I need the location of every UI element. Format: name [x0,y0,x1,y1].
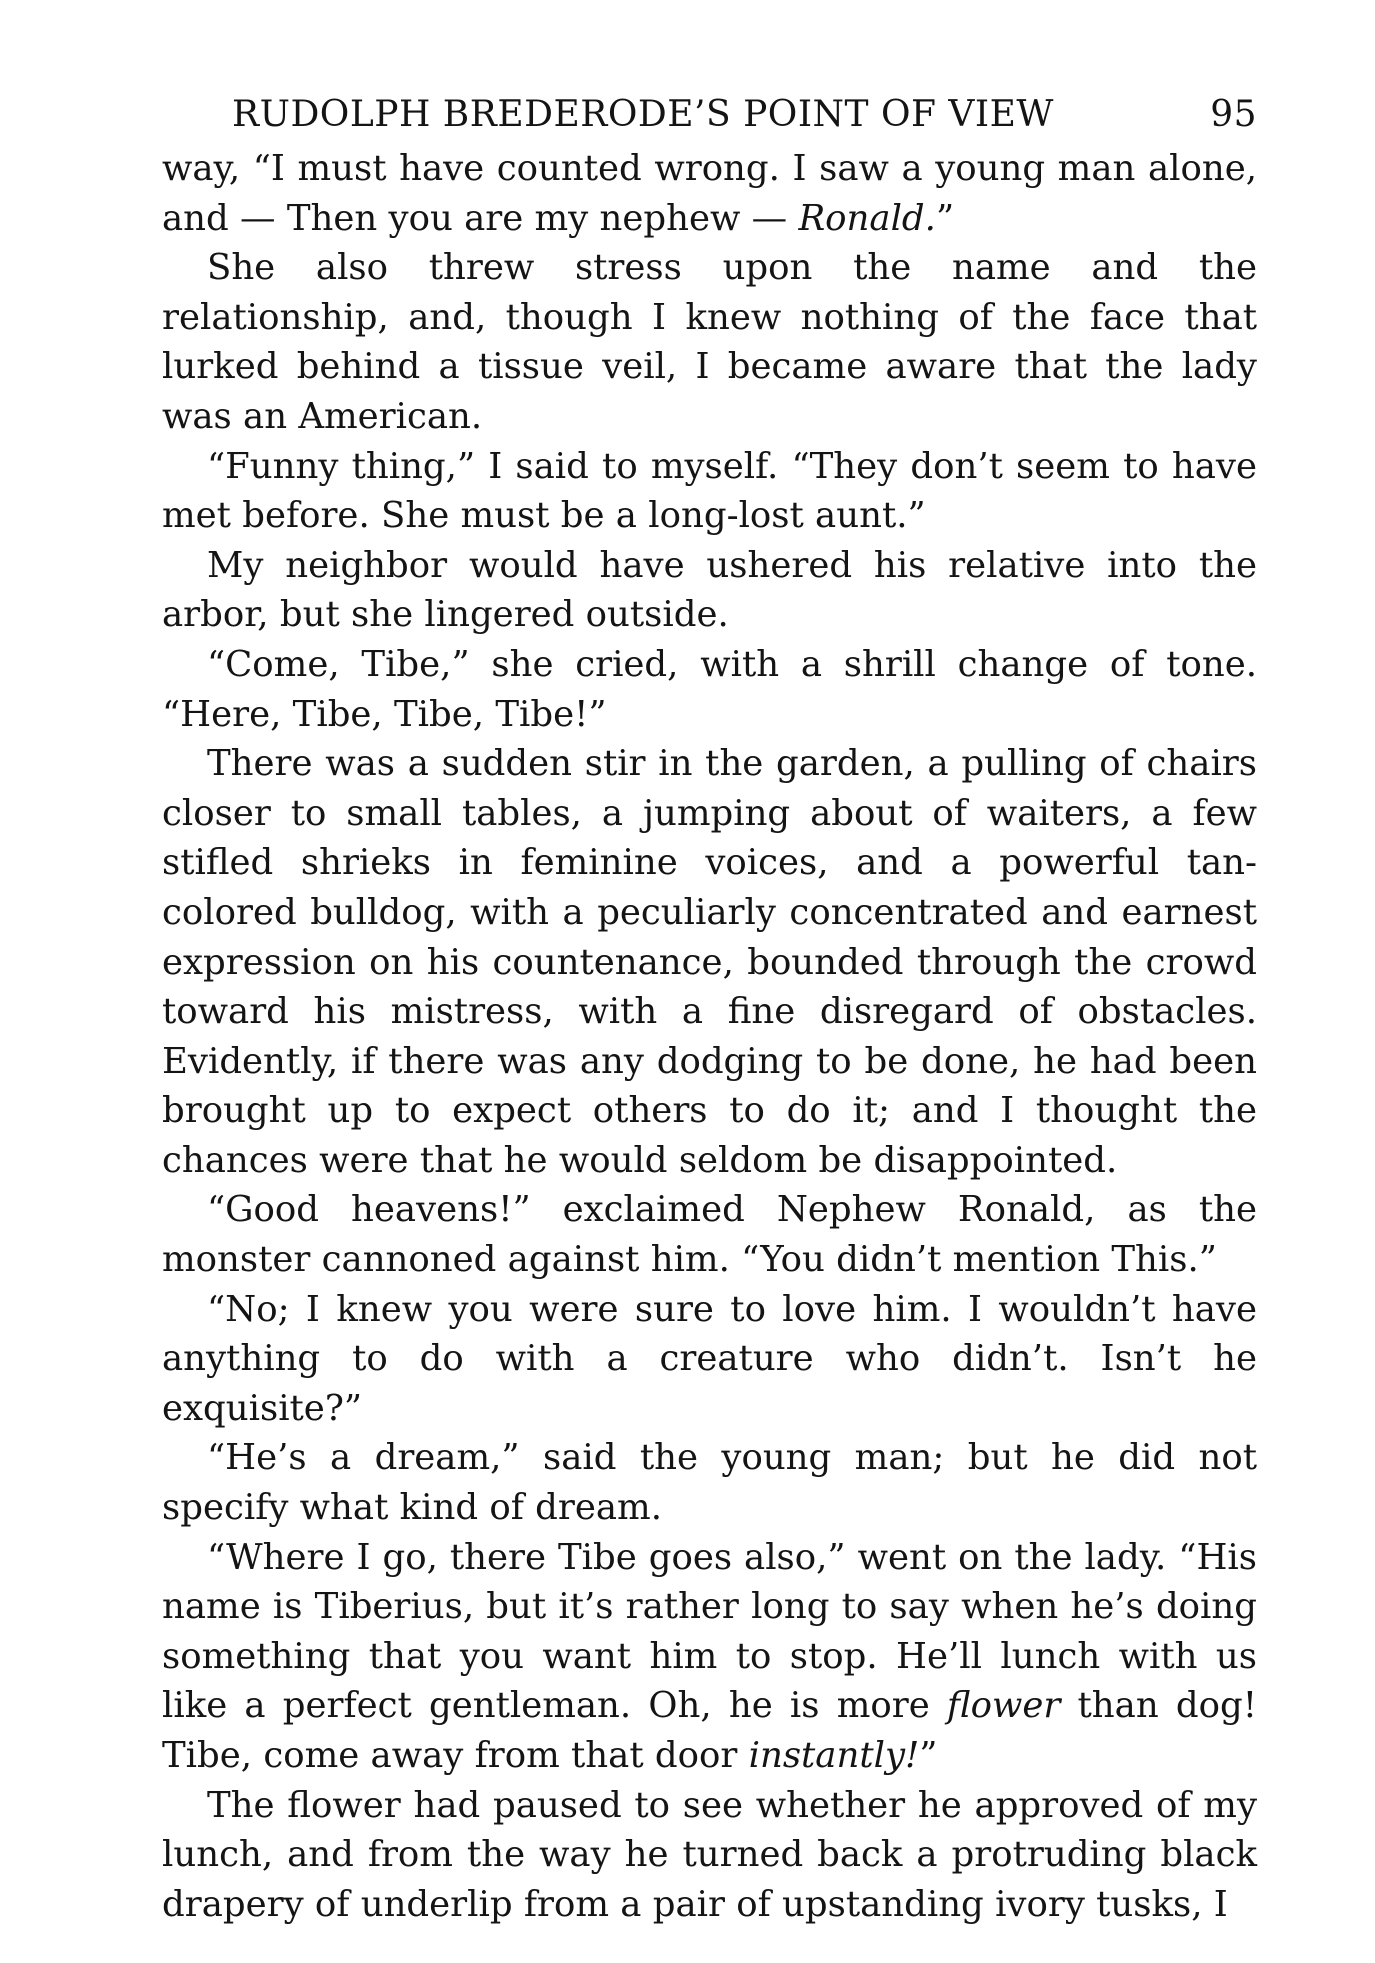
body-text [162,144,1257,1929]
text-run: “Come, Tibe,” she cried, with a shrill change of tone. “Here, Tibe, Tibe, Tibe!” [162,643,1257,735]
text-run: than dog! Tibe, come away from that door [162,1685,1257,1776]
paragraph [162,541,1257,640]
paragraph [162,1185,1257,1284]
paragraph [162,1433,1257,1532]
italic-text: flower [946,1685,1061,1727]
text-run: “He’s a dream,” said the young man; but he did not specify what kind of dream. [162,1437,1257,1529]
paragraph [162,1285,1257,1434]
page-number: 95 [1210,94,1257,135]
italic-text: instantly! [748,1735,920,1776]
text-run: ” [919,1735,938,1776]
text-run: There was a sudden stir in the garden, a pulling of chairs closer to small tables, a jumping about of waiters, a few stifled shrieks in feminine voices, and a powerful tan-colored bulldog, with a peculiarly concentrated and earnest expression on his countenance, bounded through the crowd toward his mistress, with a fine disregard of obstacles. Evidently, if there was any dodging to be done, he had been brought up to expect others to do it; and I thought the chances were that he would seldom be disappointed. [162,743,1257,1181]
paragraph [162,442,1257,541]
paragraph [162,144,1257,243]
running-header [162,92,1257,138]
book-page [162,92,1257,1929]
text-run: ” [935,197,955,239]
text-run: “No; I knew you were sure to love him. I wouldn’t have anything to do with a creature who didn’t. Isn’t he exquisite?” [162,1288,1257,1429]
text-run: way, “I must have counted wrong. I saw a young man alone, and — Then you are my nephew — [162,148,1257,239]
text-run: “Where I go, there Tibe goes also,” went on the lady. “His name is Tiberius, but it’s rather long to say when he’s doing something that you want him to stop. He’ll lunch with us like a perfect gentleman. Oh, he is more [162,1536,1257,1727]
text-run: “Funny thing,” I said to myself. “They don’t seem to have met before. She must be a long-lost aunt.” [162,445,1257,537]
paragraph [162,1781,1257,1930]
paragraph [162,243,1257,441]
text-run: She also threw stress upon the name and the relationship, and, though I knew nothing of the face that lurked behind a tissue veil, I became aware that the lady was an American. [162,247,1257,437]
text-run: My neighbor would have ushered his relative into the arbor, but she lingered outside. [162,544,1257,636]
running-title: RUDOLPH BREDERODE’S POINT OF VIEW [232,94,1054,135]
paragraph [162,640,1257,739]
text-run: The flower had paused to see whether he approved of my lunch, and from the way he turned back a protruding black drapery of underlip from a pair of upstanding ivory tusks, I [162,1784,1257,1925]
paragraph [162,1533,1257,1781]
paragraph [162,739,1257,1185]
italic-text: Ronald. [798,197,936,239]
text-run: “Good heavens!” exclaimed Nephew Ronald, as the monster cannoned against him. “You didn’t mention This.” [162,1189,1257,1281]
